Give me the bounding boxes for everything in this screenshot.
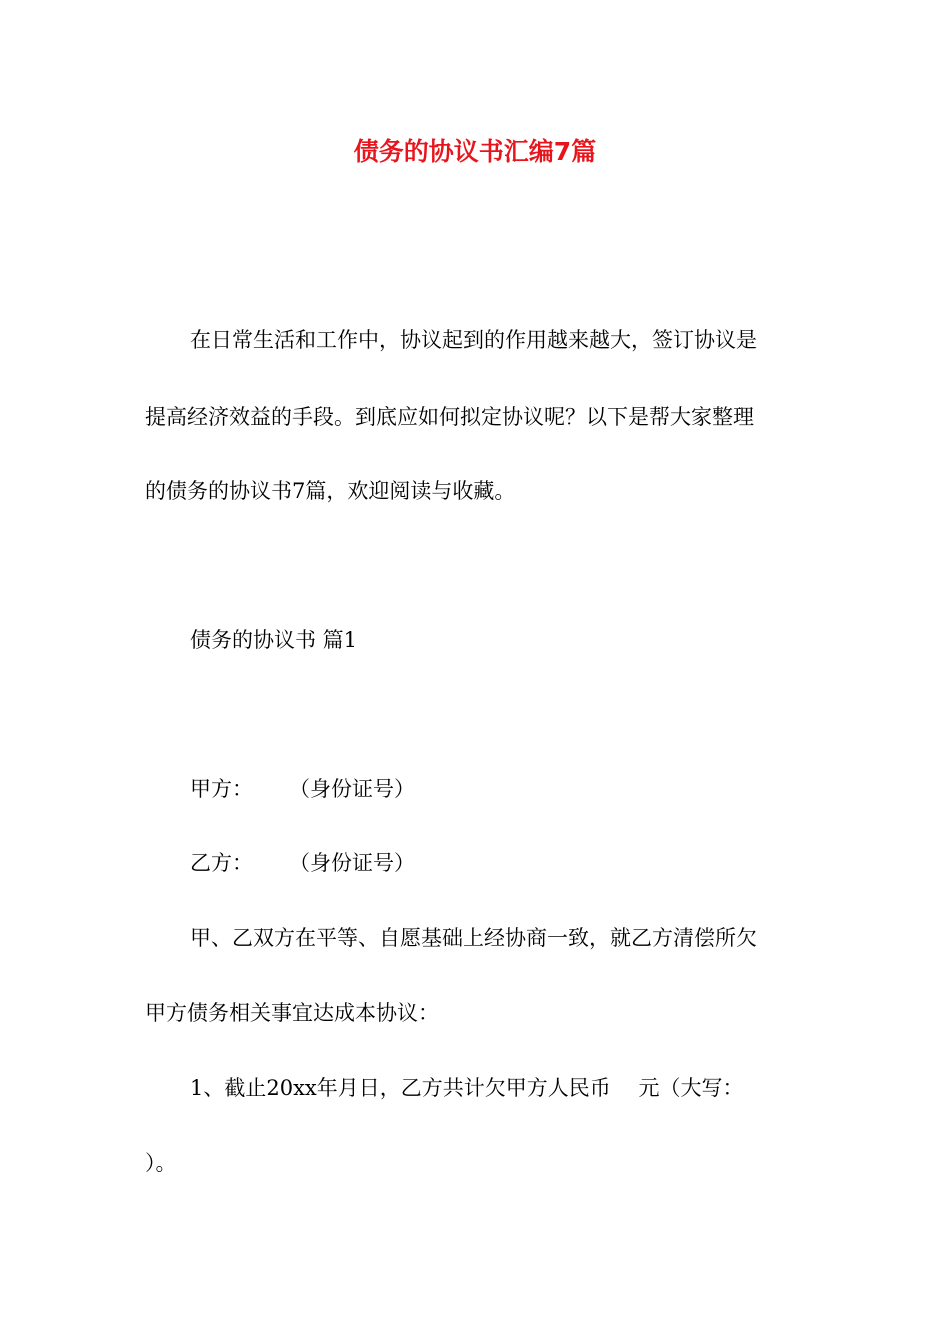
intro-line-1: 在日常生活和工作中，协议起到的作用越来越大，签订协议是	[190, 328, 757, 352]
intro-line-3: 的债务的协议书7篇，欢迎阅读与收藏。	[145, 479, 516, 503]
party-a-line	[190, 769, 855, 809]
clause-intro-line-1: 甲、乙双方在平等、自愿基础上经协商一致，就乙方清偿所欠	[190, 926, 757, 950]
party-b-label: 乙方：	[190, 851, 253, 875]
party-b-id-note: （身份证号）	[289, 851, 415, 875]
clause-1-line-1: 1、截止20xx年月日，乙方共计欠甲方人民币 元（大写：	[190, 1076, 744, 1100]
document-title: 债务的协议书汇编7篇	[353, 137, 597, 166]
party-a-label: 甲方：	[190, 777, 253, 801]
clause-1-line-2: ）。	[145, 1151, 177, 1175]
intro-line-2: 提高经济效益的手段。到底应如何拟定协议呢？以下是帮大家整理	[145, 405, 754, 429]
clause-intro-line-2: 甲方债务相关事宜达成本协议：	[145, 1001, 439, 1025]
party-a-id-note: （身份证号）	[289, 777, 415, 801]
party-b-line	[190, 843, 855, 883]
section-heading: 债务的协议书 篇1	[190, 628, 358, 652]
